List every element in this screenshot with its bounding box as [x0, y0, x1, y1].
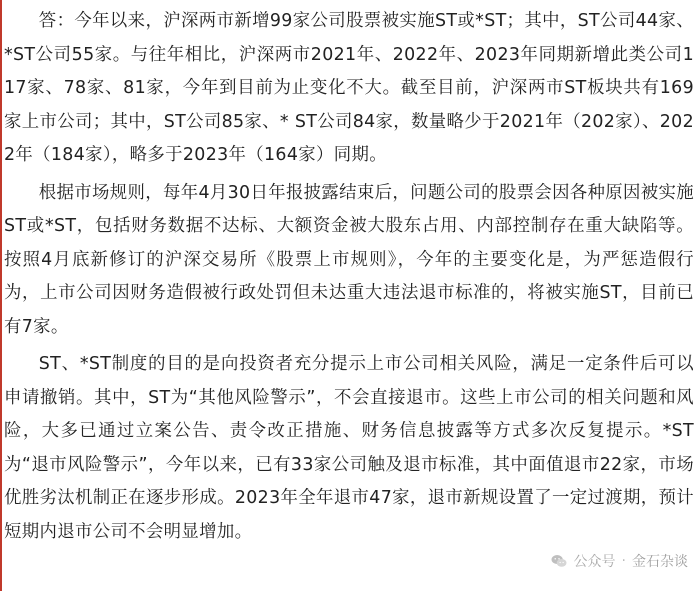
wechat-icon — [550, 552, 568, 570]
watermark — [550, 551, 688, 571]
article-body — [4, 5, 694, 553]
watermark-account: 金石杂谈 — [632, 554, 688, 570]
paragraph-2: 根据市场规则，每年4月30日年报披露结束后，问题公司的股票会因各种原因被实施ST或*ST，包括财务数据不达标、大额资金被大股东占用、内部控制存在重大缺陷等。按照4月底新修订的沪深交易所《股票上市规则》，今年的主要变化是，为严惩造假行为，上市公司因财务造假被行政处罚但未达重大违法退市标准的，将被实施ST，目前已有7家。 — [4, 182, 694, 337]
paragraph-3: ST、*ST制度的目的是向投资者充分提示上市公司相关风险，满足一定条件后可以申请撤销。其中，ST为“其他风险警示”，不会直接退市。这些上市公司的相关问题和风险，大多已通过立案公告、责令改正措施、财务信息披露等方式多次反复提示。*ST为“退市风险警示”，今年以来，已有33家公司触及退市标准，其中面值退市22家，市场优胜劣汰机制正在逐步形成。2023年全年退市47家，退市新规设置了一定过渡期，预计短期内退市公司不会明显增加。 — [4, 354, 694, 542]
watermark-source: 公众号 — [573, 554, 616, 570]
paragraph-1: 答：今年以来，沪深两市新增99家公司股票被实施ST或*ST；其中，ST公司44家、*ST公司55家。与往年相比，沪深两市2021年、2022年、2023年同期新增此类公司117家、78家、81家，今年到目前为止变化不大。截至目前，沪深两市ST板块共有169家上市公司；其中，ST公司85家、* ST公司84家，数量略少于2021年（202家）、2022年（184家），略多于2023年（164家）同期。 — [4, 11, 694, 165]
watermark-separator: · — [621, 553, 626, 569]
